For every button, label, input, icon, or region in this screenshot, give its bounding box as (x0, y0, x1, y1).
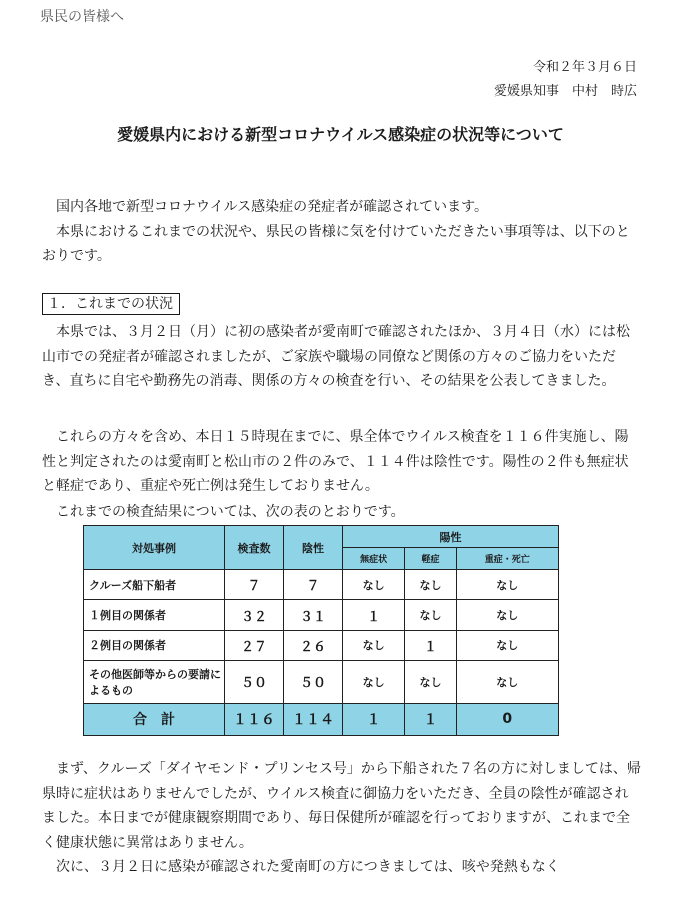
row-asymptomatic: なし (343, 661, 405, 704)
header-tested: 検査数 (225, 526, 284, 570)
header-case: 対処事例 (84, 526, 225, 570)
table-total-row (84, 703, 559, 735)
section-1-paragraph-1: 本県では、３月２日（月）に初の感染者が愛南町で確認されたほか、３月４日（水）には松山市での発症者が確認されましたが、ご家族や職場の同僚など関係の方々のご協力をいただき、直ちに自宅や勤務先の消毒、関係の方々の検査を行い、その結果を公表してきました。 (42, 324, 630, 389)
row-negative: ７ (284, 570, 343, 600)
row-case: ２例目の関係者 (84, 630, 225, 660)
intro-section (42, 195, 642, 269)
row-mild: なし (405, 570, 456, 600)
row-case: １例目の関係者 (84, 600, 225, 630)
row-severe: なし (456, 661, 558, 704)
document-title: 愛媛県内における新型コロナウイルス感染症の状況等について (117, 125, 564, 144)
total-asymptomatic: １ (343, 703, 405, 735)
row-mild: なし (405, 661, 456, 704)
total-mild: １ (405, 703, 456, 735)
header-asymptomatic: 無症状 (343, 548, 405, 570)
header-mild: 軽症 (405, 548, 456, 570)
total-tested: １１６ (225, 703, 284, 735)
header-severe: 重症・死亡 (456, 548, 558, 570)
total-negative: １１４ (284, 703, 343, 735)
row-mild: １ (405, 630, 456, 660)
row-severe: なし (456, 570, 558, 600)
row-severe: なし (456, 600, 558, 630)
row-mild: なし (405, 600, 456, 630)
section-1-heading: １．これまでの状況 (42, 293, 180, 315)
total-severe: 0 (456, 703, 558, 735)
row-negative: ２６ (284, 630, 343, 660)
row-case: クルーズ船下船者 (84, 570, 225, 600)
total-label: 合 計 (84, 703, 225, 735)
header-positive: 陽性 (343, 526, 559, 548)
table-row (84, 600, 559, 630)
document-date: 令和２年３月６日 (532, 60, 637, 75)
row-asymptomatic: なし (343, 570, 405, 600)
section-1-paragraph-4 (42, 757, 642, 880)
test-results-table (83, 525, 559, 736)
header-negative: 陰性 (284, 526, 343, 570)
table-row (84, 630, 559, 660)
section-1-paragraph-3: これまでの検査結果については、次の表のとおりです。 (56, 504, 405, 520)
header-note: 県民の皆様へ (40, 9, 124, 25)
section-1-paragraph-5-text: 次に、３月２日に感染が確認された愛南町の方につきましては、咳や発熱もなく (56, 859, 560, 875)
document-author: 愛媛県知事 中村 時広 (493, 84, 637, 99)
table-row (84, 570, 559, 600)
row-asymptomatic: なし (343, 630, 405, 660)
row-negative: ３１ (284, 600, 343, 630)
section-1-paragraph-4-text: まず、クルーズ「ダイヤモンド・プリンセス号」から下船された７名の方に対しましては、帰県時に症状はありませんでしたが、ウイルス検査に御協力をいただき、全員の陰性が確認されました。本日までが健康観察期間であり、毎日保健所が確認を行っておりますが、これまで全く健康状態に異常はありません。 (42, 761, 641, 851)
row-tested: ７ (225, 570, 284, 600)
intro-line-1: 国内各地で新型コロナウイルス感染症の発症者が確認されています。 (56, 199, 489, 215)
row-tested: ２７ (225, 630, 284, 660)
row-case: その他医師等からの要請によるもの (84, 661, 225, 704)
table-row (84, 661, 559, 704)
intro-line-2: 本県におけるこれまでの状況や、県民の皆様に気を付けていただきたい事項等は、以下のとおりです。 (42, 223, 630, 264)
row-negative: ５０ (284, 661, 343, 704)
row-tested: ５０ (225, 661, 284, 704)
row-severe: なし (456, 630, 558, 660)
row-tested: ３２ (225, 600, 284, 630)
section-1-paragraph-2: これらの方々を含め、本日１５時現在までに、県全体でウイルス検査を１１６件実施し、陽性と判定されたのは愛南町と松山市の２件のみで、１１４件は陰性です。陽性の２件も無症状と軽症であり、重症や死亡例は発生しておりません。 (42, 429, 629, 494)
row-asymptomatic: １ (343, 600, 405, 630)
